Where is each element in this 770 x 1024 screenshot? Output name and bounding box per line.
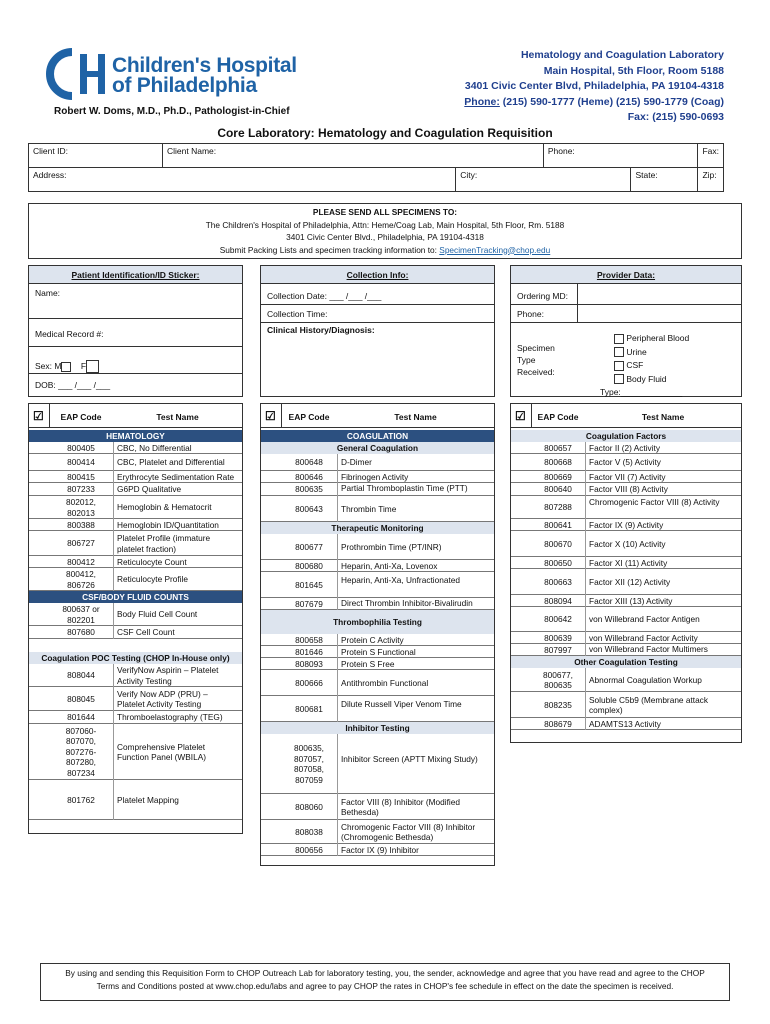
divider xyxy=(585,632,586,644)
checkbox-icon[interactable] xyxy=(614,347,624,357)
test-name: Dilute Russell Viper Venom Time xyxy=(341,698,462,709)
phone-value: (215) 590-1777 (Heme) (215) 590-1779 (Coag) xyxy=(502,95,724,108)
terms-footer xyxy=(40,963,730,1001)
logo-line1: Children's Hospital xyxy=(112,54,297,77)
test-row[interactable] xyxy=(511,607,741,632)
eap-code: 806727 xyxy=(67,538,95,549)
section-heading: Thrombophilia Testing xyxy=(261,610,494,634)
test-name: Reticulocyte Count xyxy=(117,556,187,567)
eap-code: 800641 xyxy=(544,519,572,530)
eap-code: 801646 xyxy=(295,646,323,657)
test-name: Platelet Profile (immature platelet fraction) xyxy=(117,533,211,554)
test-row[interactable] xyxy=(261,844,494,856)
divider xyxy=(585,454,586,471)
client-name-field[interactable]: Client Name: xyxy=(163,144,544,168)
test-name: Direct Thrombin Inhibitor-Bivalirudin xyxy=(341,598,473,608)
test-name: Factor IX (9) Activity xyxy=(589,519,664,530)
divider xyxy=(585,531,586,557)
eap-code-header: EAP Code xyxy=(537,412,579,422)
test-name: Verify Now ADP (PRU) – Platelet Activity Testing xyxy=(117,688,208,709)
test-row[interactable] xyxy=(29,780,242,820)
test-row[interactable] xyxy=(511,718,741,730)
test-column-2 xyxy=(260,403,495,866)
eap-code: 800656 xyxy=(295,844,323,855)
test-row[interactable] xyxy=(511,569,741,595)
eap-code: 808093 xyxy=(295,658,323,669)
section-heading: COAGULATION xyxy=(261,430,494,442)
divider xyxy=(585,595,586,607)
test-row[interactable] xyxy=(261,598,494,610)
divider xyxy=(113,664,114,687)
divider xyxy=(337,496,338,522)
eap-code: 808044 xyxy=(67,670,95,681)
ordering-md-field[interactable]: Ordering MD: xyxy=(517,291,569,301)
section-heading: Other Coagulation Testing xyxy=(511,656,741,668)
patient-id-panel xyxy=(28,265,243,397)
eap-code: 800669 xyxy=(544,471,572,482)
divider xyxy=(337,471,338,483)
test-row[interactable] xyxy=(29,724,242,780)
collection-date-field[interactable]: Collection Date: ___ /___ /___ xyxy=(267,291,382,301)
eap-code: 808094 xyxy=(544,595,572,606)
test-row[interactable] xyxy=(261,670,494,696)
sex-f-label: F xyxy=(80,360,87,371)
test-row[interactable] xyxy=(29,568,242,591)
eap-code: 807997 xyxy=(544,644,572,655)
test-name: Factor V (5) Activity xyxy=(589,457,661,468)
divider xyxy=(585,557,586,569)
section-heading: HEMATOLOGY xyxy=(29,430,242,442)
eap-code: 800658 xyxy=(295,634,323,645)
eap-code: 800412 xyxy=(67,556,95,567)
test-name: Factor X (10) Activity xyxy=(589,538,666,549)
divider xyxy=(337,560,338,572)
test-name: Factor XI (11) Activity xyxy=(589,557,668,568)
divider xyxy=(337,734,338,794)
test-row[interactable] xyxy=(261,496,494,522)
test-name: Chromogenic Factor VIII (8) Inhibitor (Chromogenic Bethesda) xyxy=(341,821,476,842)
specimen-option-label: Peripheral Blood xyxy=(626,333,690,343)
sex-label: Sex: M xyxy=(35,360,62,371)
divider xyxy=(585,483,586,496)
client-phone-field[interactable]: Phone: xyxy=(543,144,698,168)
test-name: D-Dimer xyxy=(341,457,372,468)
specimen-option-body-fluid[interactable] xyxy=(614,373,689,387)
eap-code: 807060- 807070, 807276- 807280, 807234 xyxy=(65,725,97,778)
terms-line2: Terms and Conditions posted at www.chop.edu/labs and agree to pay CHOP the rates in CHOP's fee schedule in effect on the date the specimen is received. xyxy=(96,981,674,991)
test-row[interactable] xyxy=(29,483,242,496)
divider xyxy=(585,718,586,730)
test-row[interactable] xyxy=(261,471,494,483)
divider xyxy=(337,634,338,646)
test-name-header: Test Name xyxy=(394,412,437,422)
specimen-option-peripheral-blood[interactable] xyxy=(614,332,689,346)
eap-code: 800642 xyxy=(544,614,572,625)
test-name: Body Fluid Cell Count xyxy=(117,609,198,620)
divider xyxy=(337,794,338,820)
test-name: Factor XIII (13) Activity xyxy=(589,595,673,606)
eap-code: 800412, 806726 xyxy=(66,569,96,590)
eap-code: 801644 xyxy=(67,712,95,723)
phone-label: Phone: xyxy=(464,95,500,108)
test-name: Protein C Activity xyxy=(341,634,404,645)
test-row[interactable] xyxy=(511,595,741,607)
test-row[interactable] xyxy=(261,560,494,572)
eap-code: 800666 xyxy=(295,677,323,688)
send-line3-text: Submit Packing Lists and specimen tracking information to: xyxy=(219,244,437,255)
eap-code: 800668 xyxy=(544,457,572,468)
eap-code: 800415 xyxy=(67,471,95,482)
test-row[interactable] xyxy=(261,572,494,598)
test-row[interactable] xyxy=(511,531,741,557)
divider xyxy=(337,844,338,856)
eap-code: 802012, 802013 xyxy=(66,497,96,518)
collection-time-field[interactable]: Collection Time: xyxy=(267,309,328,319)
test-name: Factor VIII (8) Inhibitor (Modified Bethesda) xyxy=(341,796,460,817)
test-name: VerifyNow Aspirin – Platelet Activity Testing xyxy=(117,665,219,686)
divider xyxy=(585,692,586,718)
checkbox-icon[interactable] xyxy=(614,334,624,344)
address-field[interactable]: Address: xyxy=(29,168,456,192)
test-name: Chromogenic Factor VIII (8) Activity xyxy=(589,497,720,507)
specimen-type-label: Specimen Type Received: xyxy=(517,343,555,377)
eap-code: 800388 xyxy=(67,519,95,530)
client-info-table xyxy=(28,143,724,192)
eap-code: 808235 xyxy=(544,699,572,710)
test-row[interactable] xyxy=(29,519,242,531)
divider xyxy=(337,658,338,670)
test-row[interactable] xyxy=(261,696,494,722)
eap-code: 800657 xyxy=(544,442,572,453)
test-row[interactable] xyxy=(29,442,242,454)
lab-fax: Fax: (215) 590-0693 xyxy=(627,111,724,123)
divider xyxy=(585,644,586,656)
eap-code: 800635 xyxy=(295,484,323,495)
specimen-option-label: CSF xyxy=(626,360,644,370)
eap-code: 800677, 800635 xyxy=(543,669,573,690)
test-row[interactable] xyxy=(511,632,741,644)
section-heading: General Coagulation xyxy=(261,442,494,454)
specimen-type-options xyxy=(600,332,690,400)
eap-code: 800639 xyxy=(544,632,572,643)
specimen-option-csf[interactable] xyxy=(614,359,689,373)
lab-location: Main Hospital, 5th Floor, Room 5188 xyxy=(543,64,724,77)
checkbox-check-icon[interactable]: ☑ xyxy=(33,409,44,423)
test-name: von Willebrand Factor Activity xyxy=(589,632,698,643)
divider xyxy=(337,598,338,610)
divider xyxy=(113,724,114,780)
checkbox-icon[interactable] xyxy=(614,361,624,371)
test-row[interactable] xyxy=(511,668,741,692)
eap-code: 807233 xyxy=(67,484,95,495)
send-specimens-box xyxy=(28,203,742,259)
eap-code: 800414 xyxy=(67,457,95,468)
test-name: von Willebrand Factor Multimers xyxy=(589,644,708,654)
lab-phone xyxy=(464,95,724,111)
eap-code: 800680 xyxy=(295,560,323,571)
test-row[interactable] xyxy=(261,634,494,646)
divider xyxy=(337,483,338,496)
test-row[interactable] xyxy=(511,442,741,454)
test-row[interactable] xyxy=(29,626,242,639)
divider xyxy=(585,442,586,454)
test-name: Erythrocyte Sedimentation Rate xyxy=(117,471,235,482)
tracking-email-link[interactable]: SpecimenTracking@chop.edu xyxy=(439,244,551,255)
test-column-1 xyxy=(28,403,243,834)
specimen-option-urine[interactable] xyxy=(614,346,689,360)
eap-code: 800635, 807057, 807058, 807059 xyxy=(294,743,324,785)
collection-panel xyxy=(260,265,495,397)
test-row[interactable] xyxy=(511,644,741,656)
divider xyxy=(113,471,114,483)
test-row[interactable] xyxy=(261,658,494,670)
sex-f-checkbox[interactable] xyxy=(86,360,99,373)
divider xyxy=(585,668,586,692)
test-name: Thromboelastography (TEG) xyxy=(117,712,223,723)
column-header xyxy=(29,404,242,428)
test-row[interactable] xyxy=(511,692,741,718)
test-row[interactable] xyxy=(261,483,494,496)
logo-text xyxy=(112,56,297,96)
test-name: Heparin, Anti-Xa, Lovenox xyxy=(341,560,438,571)
section-heading: CSF/BODY FLUID COUNTS xyxy=(29,591,242,603)
test-row[interactable] xyxy=(29,711,242,724)
test-name: Prothrombin Time (PT/INR) xyxy=(341,541,442,552)
eap-code: 800637 or 802201 xyxy=(62,604,100,625)
state-field[interactable]: State: xyxy=(631,168,698,192)
test-name: Factor II (2) Activity xyxy=(589,442,660,453)
test-name: ADAMTS13 Activity xyxy=(589,718,661,729)
eap-code: 800663 xyxy=(544,576,572,587)
divider xyxy=(113,687,114,711)
test-name: Heparin, Anti-Xa, Unfractionated xyxy=(341,574,460,585)
sex-field xyxy=(35,360,99,373)
divider xyxy=(113,626,114,639)
section-heading: Therapeutic Monitoring xyxy=(261,522,494,534)
eap-code: 801762 xyxy=(67,794,95,805)
test-name: Antithrombin Functional xyxy=(341,677,429,688)
test-row[interactable] xyxy=(511,471,741,483)
test-row[interactable] xyxy=(511,519,741,531)
mrn-label: Medical Record #: xyxy=(35,329,104,339)
test-name: Protein S Free xyxy=(341,658,395,669)
section-heading: Coagulation Factors xyxy=(511,430,741,442)
patient-name-label: Name: xyxy=(35,288,61,298)
send-line2: 3401 Civic Center Blvd., Philadelphia, PA 19104-4318 xyxy=(286,232,484,242)
eap-code: 800643 xyxy=(295,503,323,514)
divider xyxy=(113,780,114,820)
eap-code: 800648 xyxy=(295,457,323,468)
provider-phone-field[interactable]: Phone: xyxy=(517,309,544,319)
checkbox-icon[interactable] xyxy=(614,374,624,384)
eap-code: 800650 xyxy=(544,557,572,568)
test-row[interactable] xyxy=(511,557,741,569)
eap-code: 801645 xyxy=(295,579,323,590)
test-name: Inhibitor Screen (APTT Mixing Study) xyxy=(341,753,478,764)
test-name: Factor XII (12) Activity xyxy=(589,576,671,587)
test-name-header: Test Name xyxy=(641,412,685,422)
test-row[interactable] xyxy=(261,820,494,844)
divider xyxy=(113,496,114,519)
divider xyxy=(113,531,114,556)
test-row[interactable] xyxy=(29,454,242,471)
lab-info xyxy=(464,48,724,126)
test-row[interactable] xyxy=(29,556,242,568)
divider xyxy=(337,534,338,560)
test-row[interactable] xyxy=(29,471,242,483)
eap-code: 808038 xyxy=(295,826,323,837)
test-row[interactable] xyxy=(511,483,741,496)
divider xyxy=(113,603,114,626)
test-row[interactable] xyxy=(29,687,242,711)
test-name: Comprehensive Platelet Function Panel (WBILA) xyxy=(117,741,206,762)
test-name: Hemoglobin & Hematocrit xyxy=(117,502,212,513)
test-column-3 xyxy=(510,403,742,743)
lab-address: 3401 Civic Center Blvd, Philadelphia, PA 19104-4318 xyxy=(464,80,724,92)
test-name: Factor VII (7) Activity xyxy=(589,471,666,482)
test-name: G6PD Qualitative xyxy=(117,484,182,495)
test-name: Platelet Mapping xyxy=(117,794,179,805)
divider xyxy=(337,454,338,471)
test-name: CBC, Platelet and Differential xyxy=(117,457,225,468)
eap-code-header: EAP Code xyxy=(60,412,102,422)
specimen-option-label: Body Fluid xyxy=(626,373,667,384)
divider xyxy=(113,711,114,724)
provider-panel xyxy=(510,265,742,397)
test-name: Soluble C5b9 (Membrane attack complex) xyxy=(589,694,708,715)
divider xyxy=(337,646,338,658)
divider xyxy=(337,696,338,722)
test-name: Factor VIII (8) Activity xyxy=(589,484,668,495)
divider xyxy=(113,442,114,454)
test-row[interactable] xyxy=(29,496,242,519)
test-name: Abnormal Coagulation Workup xyxy=(589,674,702,685)
checkbox-check-icon[interactable]: ☑ xyxy=(515,409,526,423)
eap-code: 800646 xyxy=(295,471,323,482)
test-row[interactable] xyxy=(511,454,741,471)
eap-code: 807288 xyxy=(544,502,572,513)
zip-field[interactable]: Zip: xyxy=(698,168,724,192)
provider-heading: Provider Data: xyxy=(511,266,741,284)
test-name: CSF Cell Count xyxy=(117,627,175,638)
client-fax-field[interactable]: Fax: xyxy=(698,144,724,168)
city-field[interactable]: City: xyxy=(456,168,631,192)
eap-code: 807680 xyxy=(67,627,95,638)
dob-field[interactable]: DOB: ___ /___ /___ xyxy=(35,380,111,390)
test-row[interactable] xyxy=(261,454,494,471)
test-row[interactable] xyxy=(29,603,242,626)
sex-m-checkbox[interactable] xyxy=(61,362,71,372)
test-row[interactable] xyxy=(261,794,494,820)
send-line1: The Children's Hospital of Philadelphia, Attn: Heme/Coag Lab, Main Hospital, 5th Floor, Rm. 5188 xyxy=(205,219,565,230)
specimen-option-label: Urine xyxy=(626,346,647,357)
test-name: Partial Thromboplastin Time (PTT) xyxy=(341,483,468,493)
section-heading: Inhibitor Testing xyxy=(261,722,494,734)
divider xyxy=(585,569,586,595)
eap-code: 800405 xyxy=(67,442,95,453)
test-name: Thrombin Time xyxy=(341,503,397,514)
divider xyxy=(337,572,338,598)
patient-heading: Patient Identification/ID Sticker: xyxy=(29,266,242,284)
divider xyxy=(113,483,114,496)
test-row[interactable] xyxy=(261,734,494,794)
page-title: Core Laboratory: Hematology and Coagulation Requisition xyxy=(217,126,553,140)
divider xyxy=(113,519,114,531)
divider xyxy=(337,820,338,844)
test-name: Hemoglobin ID/Quantitation xyxy=(117,519,219,530)
test-name: Fibrinogen Activity xyxy=(341,471,409,482)
test-name: Reticulocyte Profile xyxy=(117,574,189,585)
eap-code: 808045 xyxy=(67,693,95,704)
column-header xyxy=(511,404,741,428)
divider xyxy=(337,670,338,696)
divider xyxy=(113,454,114,471)
client-id-field[interactable]: Client ID: xyxy=(29,144,163,168)
section-heading: Coagulation POC Testing (CHOP In-House only) xyxy=(29,652,242,664)
divider xyxy=(113,568,114,591)
logo-line2: of Philadelphia xyxy=(112,74,257,97)
eap-code: 807679 xyxy=(295,598,323,609)
eap-code: 808679 xyxy=(544,718,572,729)
collection-heading: Collection Info: xyxy=(261,266,494,284)
test-row[interactable] xyxy=(261,534,494,560)
test-name: CBC, No Differential xyxy=(117,442,192,453)
divider xyxy=(585,607,586,632)
test-row[interactable] xyxy=(261,646,494,658)
eap-code: 808060 xyxy=(295,801,323,812)
test-name-header: Test Name xyxy=(156,412,199,422)
send-line3 xyxy=(29,244,741,257)
eap-code: 800677 xyxy=(295,541,323,552)
column-header xyxy=(261,404,494,428)
send-heading: PLEASE SEND ALL SPECIMENS TO: xyxy=(312,207,458,217)
test-row[interactable] xyxy=(511,496,741,519)
test-name: Protein S Functional xyxy=(341,646,416,657)
divider xyxy=(585,496,586,519)
pathologist: Robert W. Doms, M.D., Ph.D., Pathologist-in-Chief xyxy=(54,106,290,117)
lab-name: Hematology and Coagulation Laboratory xyxy=(520,49,724,61)
clinical-history-field[interactable]: Clinical History/Diagnosis: xyxy=(267,325,375,335)
test-name: Factor IX (9) Inhibitor xyxy=(341,844,419,855)
divider xyxy=(585,519,586,531)
terms-line1: By using and sending this Requisition Form to CHOP Outreach Lab for laboratory testing, you, the sender, acknowledge and agree that you have read and agree to the CHOP xyxy=(65,968,705,978)
eap-code: 800640 xyxy=(544,484,572,495)
test-row[interactable] xyxy=(29,531,242,556)
specimen-type-line[interactable]: Type:_____________ xyxy=(600,387,683,397)
eap-code: 800670 xyxy=(544,538,572,549)
test-row[interactable] xyxy=(29,664,242,687)
divider xyxy=(113,556,114,568)
test-name: von Willebrand Factor Antigen xyxy=(589,614,700,625)
divider xyxy=(585,471,586,483)
eap-code-header: EAP Code xyxy=(288,412,330,422)
checkbox-check-icon[interactable]: ☑ xyxy=(265,409,276,423)
eap-code: 800681 xyxy=(295,703,323,714)
